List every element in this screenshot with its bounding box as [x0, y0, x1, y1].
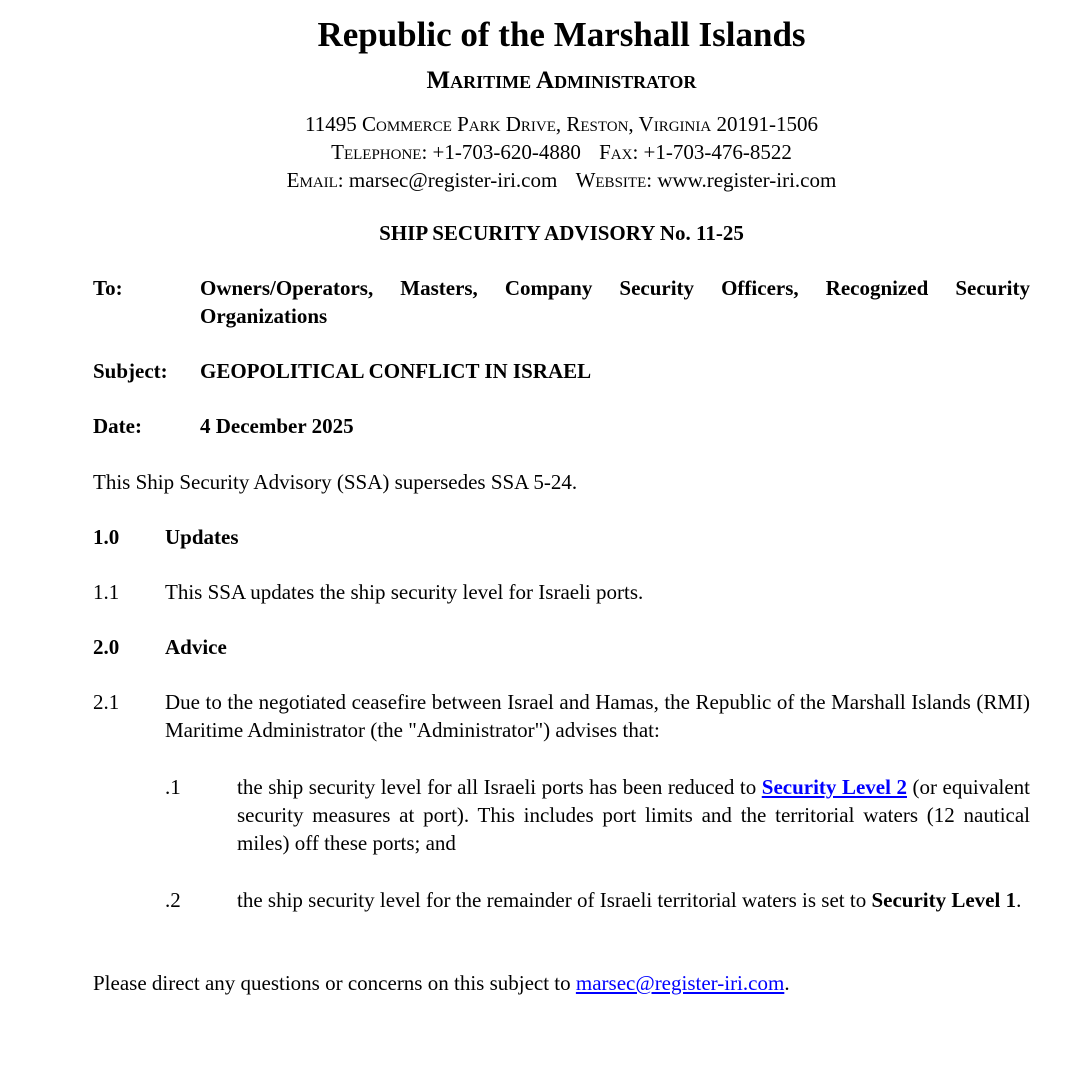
telephone-value: +1-703-620-4880 [432, 140, 581, 164]
email-website-line [93, 166, 1030, 194]
subitem-text [237, 886, 1030, 914]
paragraph-number: 1.1 [93, 580, 120, 604]
marsec-email-link[interactable]: marsec@register-iri.com [575, 971, 785, 995]
phone-fax-line [93, 138, 1030, 166]
security-level-1-emphasis: Security Level 1 [871, 888, 1017, 912]
website-value: www.register-iri.com [657, 168, 837, 192]
to-row [93, 274, 1030, 330]
subitem-2 [165, 886, 1030, 914]
security-level-2-link[interactable]: Security Level 2 [761, 775, 907, 799]
section-title: Updates [165, 525, 239, 549]
section-heading-advice [93, 633, 1030, 661]
website-label: Website: [575, 168, 653, 192]
subitem-1 [165, 773, 1030, 857]
document-content [93, 0, 1030, 997]
fax-label: Fax: [599, 140, 639, 164]
section-number: 2.0 [93, 635, 120, 659]
supersedes-note: This Ship Security Advisory (SSA) supersedes SSA 5-24. [93, 470, 578, 494]
subitem-text-end: (or equivalent security measures at port). This includes port limits and the territorial waters (12 nautical miles) off these ports; and [237, 775, 1031, 855]
subitem-text-start: the ship security level for all Israeli ports has been reduced to [237, 775, 762, 799]
section-paragraph-1-1 [93, 578, 1030, 606]
fax-value: +1-703-476-8522 [643, 140, 792, 164]
org-subtitle: Maritime Administrator [426, 67, 697, 94]
letterhead [93, 12, 1030, 247]
date-value: 4 December 2025 [200, 414, 354, 438]
section-heading-updates [93, 523, 1030, 551]
email-value: marsec@register-iri.com [348, 168, 558, 192]
contact-note-start: Please direct any questions or concerns on this subject to [93, 971, 576, 995]
subitem-number: .1 [165, 775, 181, 799]
section-paragraph-2-1 [93, 688, 1030, 744]
date-row [93, 412, 1030, 440]
advisory-number: SHIP SECURITY ADVISORY No. 11-25 [379, 221, 744, 245]
paragraph-number: 2.1 [93, 690, 120, 714]
contact-note [93, 969, 1030, 997]
address-line: 11495 Commerce Park Drive, Reston, Virginia 20191-1506 [305, 112, 818, 136]
email-label: Email: [286, 168, 344, 192]
address-block [93, 110, 1030, 194]
paragraph-text: Due to the negotiated ceasefire between Israel and Hamas, the Republic of the Marshall Islands (RMI) Maritime Administrator (the "Administrator") advises that: [165, 690, 1030, 742]
org-title: Republic of the Marshall Islands [317, 15, 806, 54]
paragraph-text: This SSA updates the ship security level for Israeli ports. [165, 580, 644, 604]
section-number: 1.0 [93, 525, 120, 549]
date-label: Date: [93, 414, 142, 438]
subitem-text-end: . [1016, 888, 1022, 912]
section-title: Advice [165, 635, 227, 659]
subitem-text [237, 773, 1030, 857]
meta-block [93, 274, 1030, 440]
subject-row [93, 357, 1030, 385]
telephone-label: Telephone: [331, 140, 428, 164]
subitem-number: .2 [165, 888, 181, 912]
subject-label: Subject: [93, 359, 168, 383]
contact-note-end: . [784, 971, 790, 995]
to-value: Owners/Operators, Masters, Company Security Officers, Recognized Security Organizations [200, 276, 1030, 328]
to-label: To: [93, 276, 123, 300]
subitem-text-start: the ship security level for the remainder of Israeli territorial waters is set to [237, 888, 872, 912]
subject-value: GEOPOLITICAL CONFLICT IN ISRAEL [200, 359, 592, 383]
